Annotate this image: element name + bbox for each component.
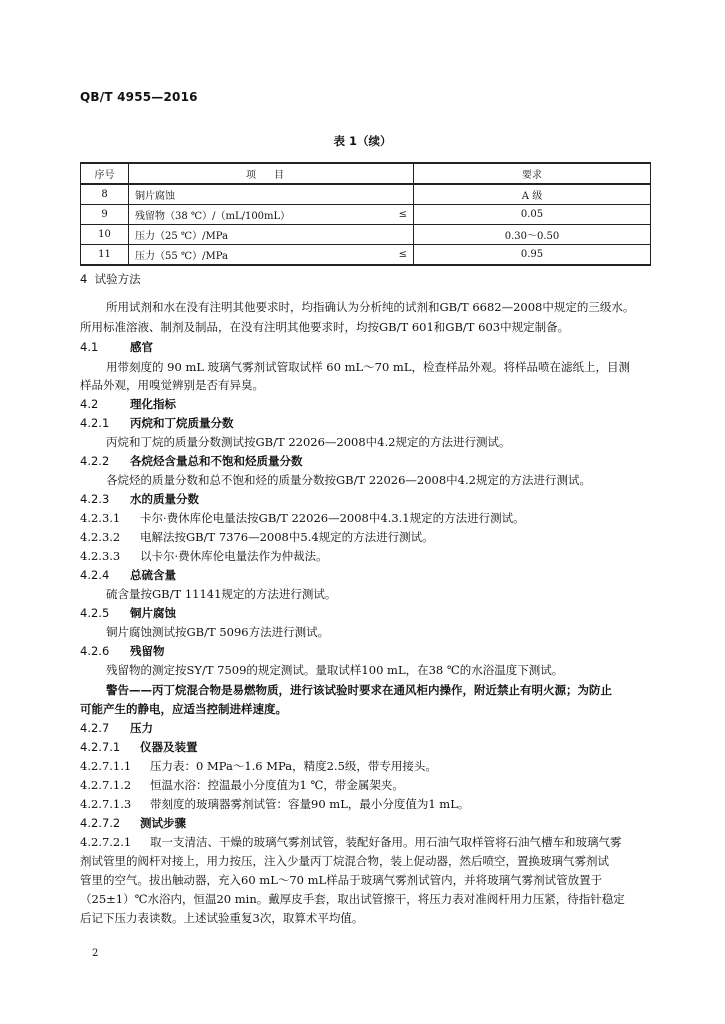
standard-number: QB/T 4955—2016 (80, 90, 198, 104)
section-number: 4.2 (80, 397, 99, 411)
clause-line (80, 835, 622, 849)
table-caption: 表 1（续） (333, 134, 392, 148)
section-number: 4.2.7.2 (80, 816, 121, 830)
cell-operator: ≤ (365, 245, 414, 266)
clause-line (80, 778, 404, 792)
cell-requirement: A 级 (414, 184, 651, 205)
clause-number: 4.2.7.2.1 (80, 835, 132, 849)
cell-item: 残留物（38 ℃）/（mL/100mL） (129, 205, 366, 225)
clause-number: 4.2.7.1.2 (80, 778, 132, 792)
table-header-row (81, 163, 651, 184)
cell-operator (365, 225, 414, 245)
table-row (81, 245, 651, 266)
section-number: 4 (80, 272, 88, 286)
section-heading (80, 721, 153, 735)
header-item: 项目 (129, 163, 414, 184)
section-number: 4.2.7 (80, 721, 110, 735)
clause-number: 4.2.3.2 (80, 530, 121, 544)
section-heading (80, 416, 234, 430)
paragraph-line: 铜片腐蚀测试按GB/T 5096方法进行测试。 (106, 625, 330, 639)
cell-operator: ≤ (365, 205, 414, 225)
table-row (81, 184, 651, 205)
header-no: 序号 (81, 163, 129, 184)
cell-no: 8 (81, 184, 129, 205)
section-number: 4.2.4 (80, 568, 110, 582)
cell-requirement: 0.05 (414, 205, 651, 225)
section-heading (80, 492, 199, 506)
clause-text: 带刻度的玻璃器雾剂试管：容量90 mL，最小分度值为1 mL。 (150, 797, 470, 811)
warning-line: 可能产生的静电，应适当控制进样速度。 (80, 702, 287, 716)
clause-text: 电解法按GB/T 7376—2008中5.4规定的方法进行测试。 (140, 530, 434, 544)
section-title: 试验方法 (94, 272, 141, 286)
section-title: 感官 (130, 340, 153, 354)
cell-no: 9 (81, 205, 129, 225)
clause-text: 卡尔·费休库伦电量法按GB/T 22026—2008中4.3.1规定的方法进行测试。 (140, 511, 525, 525)
clause-line (80, 530, 434, 544)
paragraph-line: 丙烷和丁烷的质量分数测试按GB/T 22026—2008中4.2规定的方法进行测试。 (106, 435, 511, 449)
warning-line: 警告——丙丁烷混合物是易燃物质，进行该试验时要求在通风柜内操作，附近禁止有明火源；为防止 (106, 683, 612, 697)
paragraph-line: 用带刻度的 90 mL 玻璃气雾剂试管取试样 60 mL～70 mL，检查样品外观。将样品喷在滤纸上，目测 (106, 360, 630, 374)
section-heading (80, 454, 303, 468)
cell-requirement: 0.30～0.50 (414, 225, 651, 245)
section-number: 4.2.6 (80, 644, 110, 658)
section-title: 水的质量分数 (130, 492, 199, 506)
table-row (81, 225, 651, 245)
section-title: 总硫含量 (130, 568, 176, 582)
paragraph-line: 样品外观，用嗅觉辨别是否有异臭。 (80, 378, 264, 392)
paragraph-line: 残留物的测定按SY/T 7509的规定测试。量取试样100 mL，在38 ℃的水浴温度下测试。 (106, 663, 564, 677)
clause-number: 4.2.3.3 (80, 549, 121, 563)
clause-number: 4.2.7.1.1 (80, 759, 132, 773)
clause-text: 以卡尔·费休库伦电量法作为仲裁法。 (140, 549, 328, 563)
paragraph-line: 所用标准溶液、制剂及制品，在没有注明其他要求时，均按GB/T 601和GB/T 603中规定制备。 (80, 320, 570, 334)
paragraph-line: 各烷烃的质量分数和总不饱和烃的质量分数按GB/T 22026—2008中4.2规定的方法进行测试。 (106, 473, 591, 487)
section-number: 4.2.7.1 (80, 740, 121, 754)
paragraph-line: 剂试管里的阀杆对接上，用力按压，注入少量丙丁烷混合物，装上促动器，然后喷空，置换玻璃气雾剂试 (80, 854, 609, 868)
requirements-table (80, 162, 651, 266)
section-title: 压力 (130, 721, 153, 735)
clause-line (80, 797, 469, 811)
clause-line (80, 759, 437, 773)
section-number: 4.2.5 (80, 606, 110, 620)
clause-line (80, 511, 525, 525)
page-number: 2 (92, 948, 99, 959)
section-title: 丙烷和丁烷质量分数 (130, 416, 234, 430)
cell-no: 10 (81, 225, 129, 245)
paragraph-line: （25±1）℃水浴内，恒温20 min。戴厚皮手套，取出试管擦干，将压力表对准阀杆用力压紧，待指针稳定 (80, 892, 625, 906)
section-heading (80, 397, 176, 411)
clause-number: 4.2.7.1.3 (80, 797, 132, 811)
section-heading (80, 740, 198, 754)
cell-requirement: 0.95 (414, 245, 651, 266)
paragraph-line: 所用试剂和水在没有注明其他要求时，均指确认为分析纯的试剂和GB/T 6682—2008中规定的三级水。 (106, 300, 635, 314)
section-title: 理化指标 (130, 397, 176, 411)
section-heading (80, 340, 153, 354)
clause-text: 取一支清洁、干燥的玻璃气雾剂试管，装配好备用。用石油气取样管将石油气槽车和玻璃气雾 (150, 835, 622, 849)
paragraph-line: 硫含量按GB/T 11141规定的方法进行测试。 (106, 587, 337, 601)
cell-item: 压力（55 ℃）/MPa (129, 245, 366, 266)
clause-line (80, 549, 328, 563)
table-row (81, 205, 651, 225)
section-title: 残留物 (130, 644, 165, 658)
clause-text: 压力表：0 MPa～1.6 MPa，精度2.5级，带专用接头。 (150, 759, 437, 773)
paragraph-line: 后记下压力表读数。上述试验重复3次，取算术平均值。 (80, 911, 364, 925)
section-title: 各烷烃含量总和不饱和烃质量分数 (130, 454, 303, 468)
cell-operator (365, 184, 414, 205)
section-heading (80, 568, 176, 582)
section-number: 4.1 (80, 340, 99, 354)
section-title: 测试步骤 (140, 816, 186, 830)
section-heading (80, 644, 165, 658)
header-requirement: 要求 (414, 163, 651, 184)
section-number: 4.2.1 (80, 416, 110, 430)
cell-item: 铜片腐蚀 (129, 184, 366, 205)
section-number: 4.2.2 (80, 454, 110, 468)
clause-number: 4.2.3.1 (80, 511, 121, 525)
cell-item: 压力（25 ℃）/MPa (129, 225, 366, 245)
paragraph-line: 管里的空气。拔出触动器，充入60 mL～70 mL样品于玻璃气雾剂试管内，并将玻璃气雾剂试管放置于 (80, 873, 603, 887)
section-heading (80, 816, 186, 830)
clause-text: 恒温水浴：控温最小分度值为1 ℃，带金属架夹。 (150, 778, 404, 792)
section-heading (80, 606, 176, 620)
section-number: 4.2.3 (80, 492, 110, 506)
section-title: 仪器及装置 (140, 740, 198, 754)
cell-no: 11 (81, 245, 129, 266)
section-title: 铜片腐蚀 (130, 606, 176, 620)
section-heading (80, 272, 141, 286)
